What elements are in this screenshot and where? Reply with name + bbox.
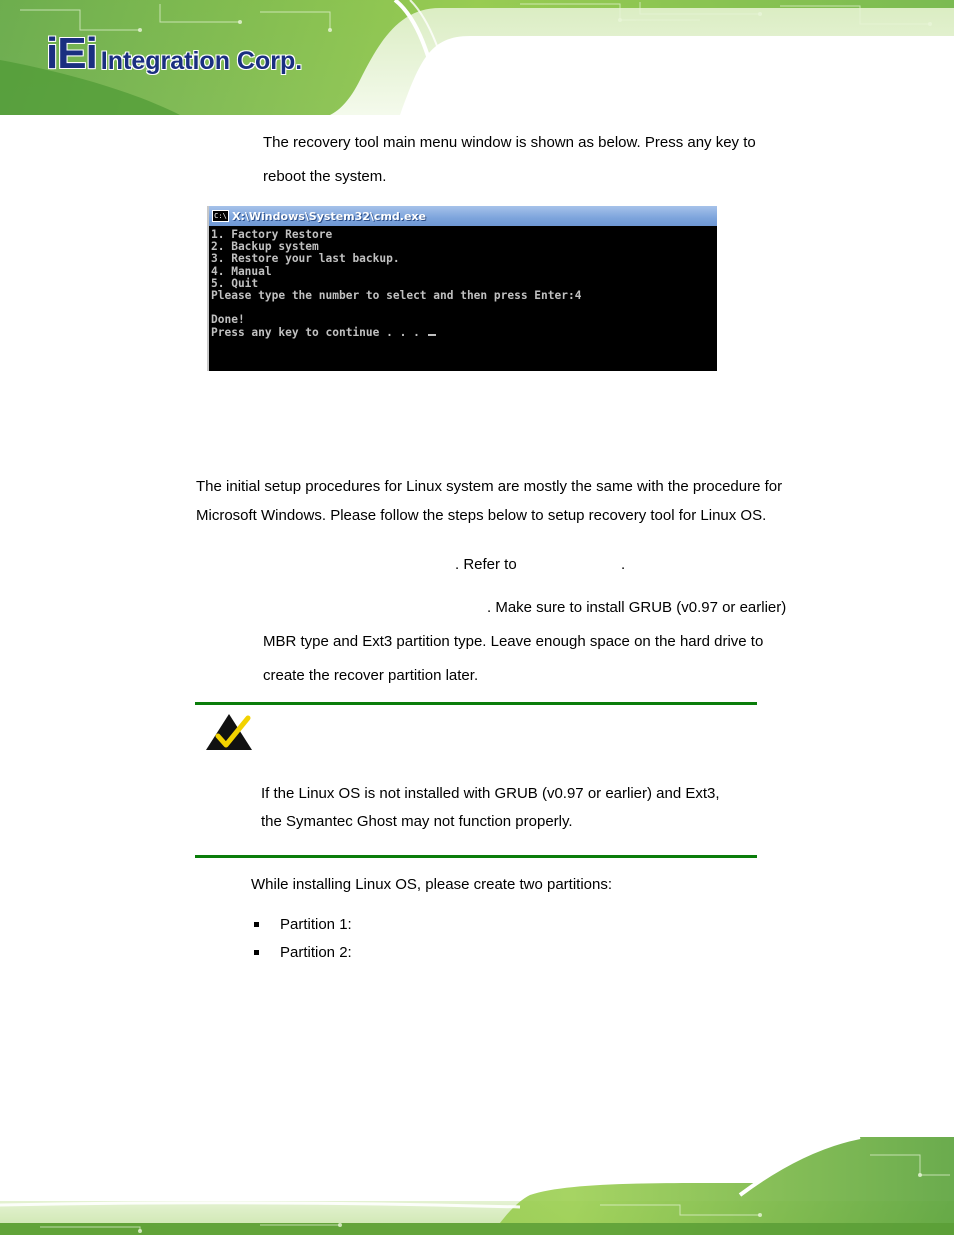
cmd-line xyxy=(211,302,717,314)
step2-line-3: create the recover partition later. xyxy=(263,667,479,684)
cmd-line: Done! xyxy=(211,313,245,327)
logo-text: Integration Corp. xyxy=(100,47,303,75)
cmd-line: 3. Restore your last backup. xyxy=(211,252,400,266)
note-line-1: If the Linux OS is not installed with GRUB (v0.97 or earlier) and Ext3, xyxy=(261,785,720,802)
cmd-line: 5. Quit xyxy=(211,276,259,290)
partition-2-label: Partition 2: xyxy=(280,944,352,961)
bullet-icon xyxy=(254,922,259,927)
cmd-line: Press any key to continue . . . xyxy=(211,327,717,339)
step2-line-2: MBR type and Ext3 partition type. Leave enough space on the hard drive to xyxy=(263,633,764,650)
partitions-intro: While installing Linux OS, please create two partitions: xyxy=(251,876,613,893)
cmd-title: X:\Windows\System32\cmd.exe xyxy=(232,209,426,223)
note-bottom-rule xyxy=(195,855,757,858)
cmd-output xyxy=(209,226,717,339)
intro-line-2: reboot the system. xyxy=(263,168,387,185)
partition-1-label: Partition 1: xyxy=(280,916,352,933)
footer-banner xyxy=(0,1135,954,1235)
cmd-icon: C:\ xyxy=(212,210,229,222)
step1-fragment-a: . Refer to xyxy=(455,556,517,573)
linux-para-line-1: The initial setup procedures for Linux system are mostly the same with the procedure for xyxy=(196,478,783,495)
linux-para-line-2: Microsoft Windows. Please follow the steps below to setup recovery tool for Linux OS. xyxy=(196,507,767,524)
cmd-cursor xyxy=(428,334,436,336)
logo-mark: iEi xyxy=(46,29,97,78)
cmd-line: 4. Manual xyxy=(211,264,272,278)
cmd-window-screenshot xyxy=(207,206,717,371)
step1-fragment-b: . xyxy=(621,556,626,573)
step2-line-1: . Make sure to install GRUB (v0.97 or earlier) xyxy=(487,599,787,616)
company-logo xyxy=(46,28,302,76)
bullet-icon xyxy=(254,950,259,955)
checkmark-note-icon xyxy=(204,712,254,752)
cmd-line: Please type the number to select and then press Enter:4 xyxy=(211,289,582,303)
cmd-line: 2. Backup system xyxy=(211,240,319,254)
cmd-line: 1. Factory Restore xyxy=(211,228,333,241)
note-top-rule xyxy=(195,702,757,705)
intro-line-1: The recovery tool main menu window is shown as below. Press any key to xyxy=(263,134,756,151)
cmd-titlebar xyxy=(209,206,717,226)
note-line-2: the Symantec Ghost may not function properly. xyxy=(261,813,573,830)
